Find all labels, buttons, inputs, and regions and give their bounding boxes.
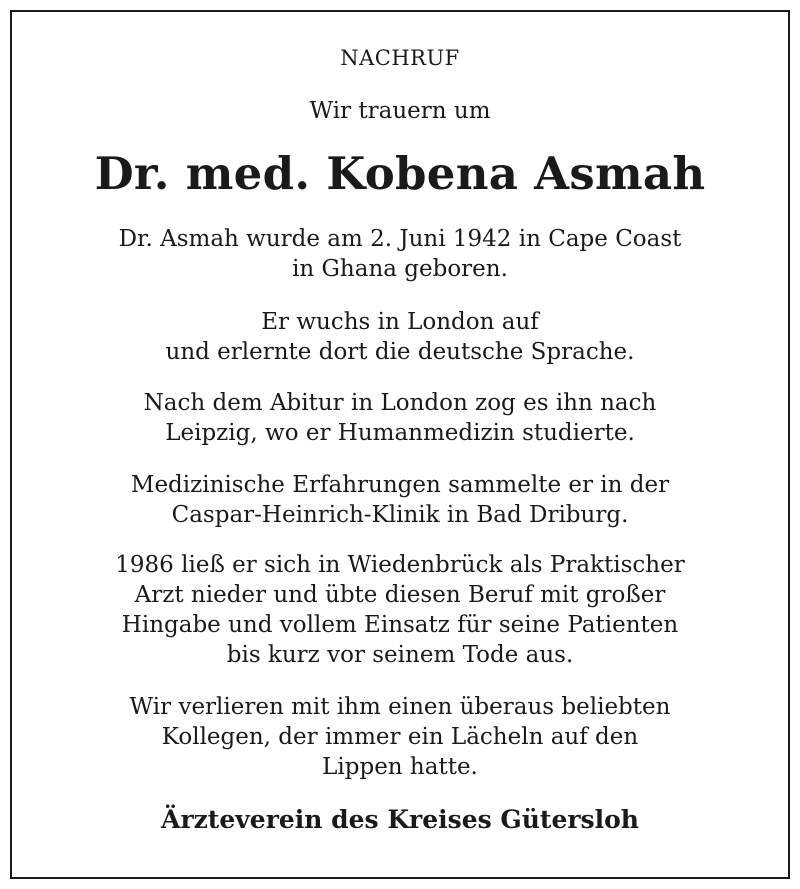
paragraph-farewell	[0, 692, 800, 782]
paragraph-experience	[0, 470, 800, 530]
text-line: Nach dem Abitur in London zog es ihn nach	[143, 390, 657, 416]
text-line: Leipzig, wo er Humanmedizin studierte.	[165, 420, 635, 446]
text-line: Lippen hatte.	[322, 754, 478, 780]
text-line: 1986 ließ er sich in Wiedenbrück als Praktischer	[115, 552, 685, 578]
text-line: in Ghana geboren.	[292, 256, 508, 282]
text-line: Hingabe und vollem Einsatz für seine Patienten	[121, 612, 679, 638]
notice-intro: Wir trauern um	[309, 98, 491, 124]
paragraph-youth	[0, 307, 800, 367]
paragraph-practice	[0, 550, 800, 670]
deceased-name: Dr. med. Kobena Asmah	[94, 147, 706, 200]
text-line: Kollegen, der immer ein Lächeln auf den	[161, 724, 639, 750]
paragraph-studies	[0, 388, 800, 448]
notice-kicker: NACHRUF	[340, 46, 460, 70]
paragraph-birth	[0, 224, 800, 284]
text-line: und erlernte dort die deutsche Sprache.	[165, 339, 635, 365]
text-line: Wir verlieren mit ihm einen überaus beliebten	[129, 694, 671, 720]
text-line: Caspar-Heinrich-Klinik in Bad Driburg.	[171, 502, 629, 528]
text-line: bis kurz vor seinem Tode aus.	[226, 642, 574, 668]
text-line: Dr. Asmah wurde am 2. Juni 1942 in Cape Coast	[118, 226, 682, 252]
text-line: Er wuchs in London auf	[261, 309, 539, 335]
signature-organization: Ärzteverein des Kreises Gütersloh	[161, 805, 639, 834]
text-line: Arzt nieder und übte diesen Beruf mit großer	[134, 582, 666, 608]
text-line: Medizinische Erfahrungen sammelte er in der	[130, 472, 670, 498]
